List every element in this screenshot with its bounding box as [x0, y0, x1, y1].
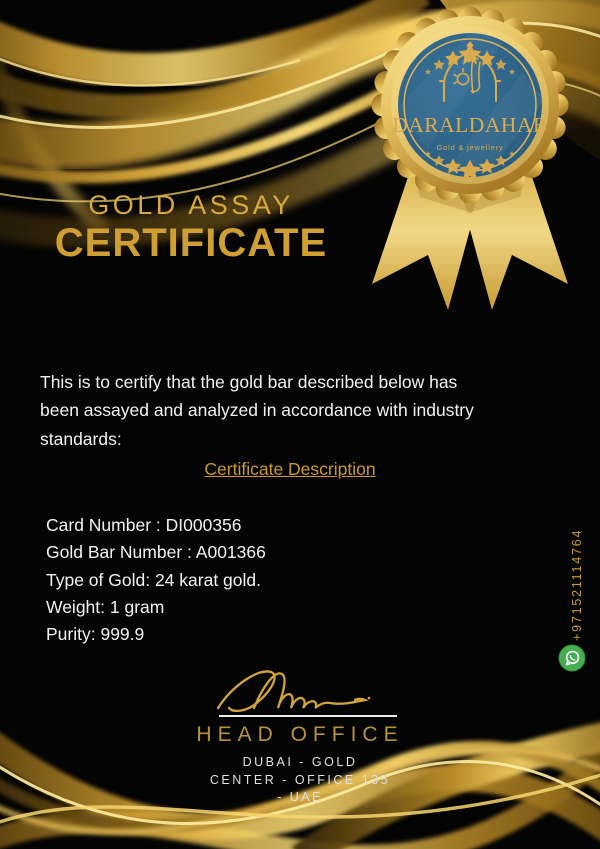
- signature-divider-line: [219, 715, 397, 717]
- detail-card-number: Card Number : DI000356: [46, 515, 242, 535]
- address-line-2: CENTER - OFFICE 135: [209, 772, 391, 787]
- phone-number-vertical: +971521114764: [570, 528, 584, 641]
- detail-type-of-gold: Type of Gold: 24 karat gold.: [46, 569, 261, 590]
- brand-name: DARALDAHAB: [392, 113, 548, 137]
- certificate-details: [46, 512, 266, 648]
- intro-line-3: standards:: [40, 428, 122, 449]
- intro-paragraph: [40, 368, 585, 453]
- brand-tagline: Gold & jewellery: [436, 143, 504, 152]
- intro-line-2: been assayed and analyzed in accordance with industry: [40, 400, 474, 421]
- heading-line1: GOLD ASSAY: [88, 190, 294, 220]
- detail-weight: Weight: 1 gram: [46, 596, 165, 617]
- address-line-3: - UAE: [277, 790, 323, 804]
- heading-line2: CERTIFICATE: [54, 221, 328, 266]
- section-title-row: [30, 459, 550, 480]
- certificate-heading: [26, 191, 356, 264]
- address-line-1: DUBAI - GOLD: [242, 755, 358, 769]
- footer: [140, 723, 460, 807]
- whatsapp-icon[interactable]: [558, 644, 586, 672]
- certificate-description-link[interactable]: Certificate Description: [204, 459, 376, 479]
- signature: [208, 658, 400, 718]
- detail-gold-bar-number: Gold Bar Number : A001366: [46, 542, 266, 563]
- head-office-label: HEAD OFFICE: [196, 723, 404, 746]
- intro-line-1: This is to certify that the gold bar described below has: [40, 372, 458, 392]
- brand-award-badge: [358, 0, 582, 323]
- detail-purity: Purity: 999.9: [46, 624, 145, 645]
- office-address: [140, 754, 460, 807]
